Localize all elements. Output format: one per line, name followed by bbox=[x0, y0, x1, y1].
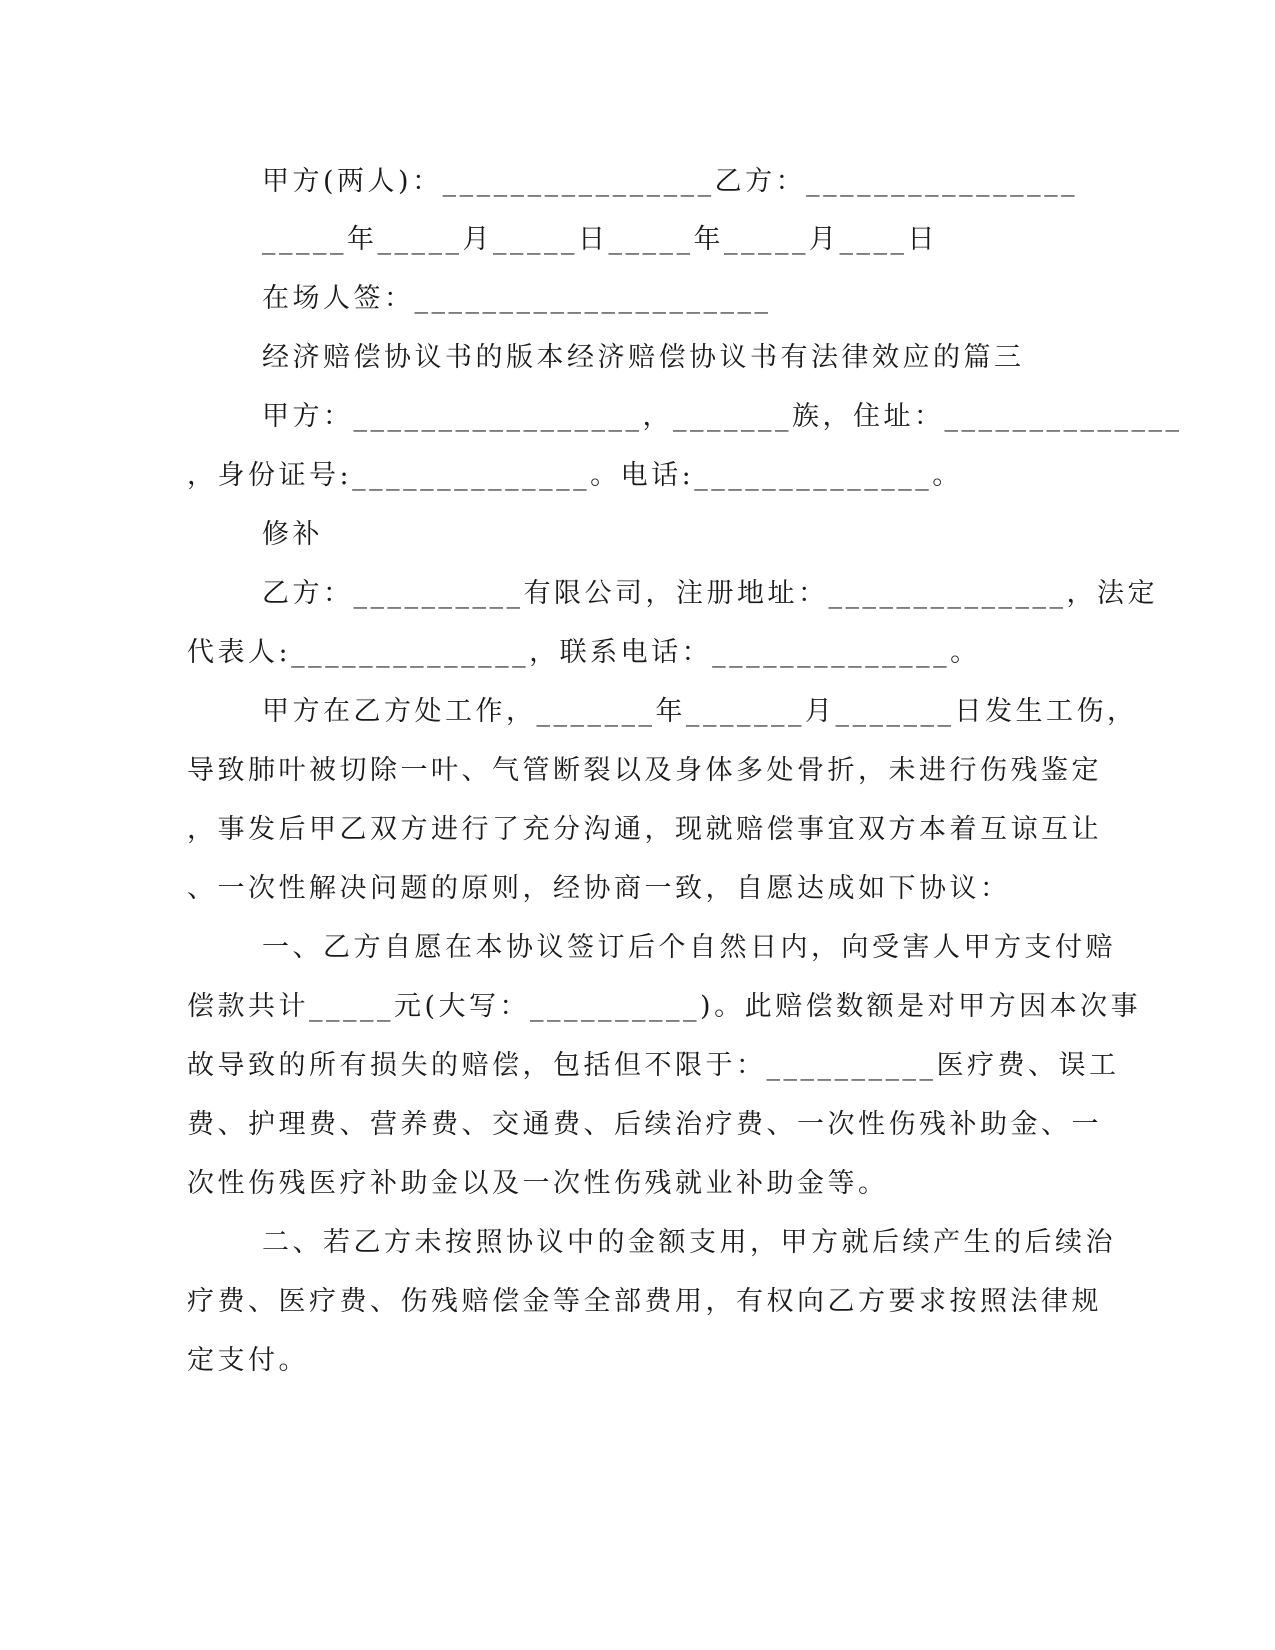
date-line: _____年_____月_____日_____年_____月____日 bbox=[262, 224, 938, 255]
party-b-rep-line: 代表人:______________，联系电话：______________。 bbox=[187, 637, 981, 668]
clause-one-line: 偿款共计_____元(大写：__________)。此赔偿数额是对甲方因本次事 bbox=[187, 991, 1142, 1022]
clause-two-line: 疗费、医疗费、伤残赔偿金等全部费用，有权向乙方要求按照法律规 bbox=[187, 1286, 1102, 1317]
party-b-info-line: 乙方：__________有限公司，注册地址：______________，法定 bbox=[262, 578, 1158, 609]
party-signature-line: 甲方(两人)：________________乙方：________________ bbox=[262, 166, 1079, 197]
party-a-id-line: ，身份证号:______________。电话:______________。 bbox=[187, 460, 963, 491]
section-title: 经济赔偿协议书的版本经济赔偿协议书有法律效应的篇三 bbox=[262, 342, 1025, 373]
clause-two-line: 二、若乙方未按照协议中的金额支用，甲方就后续产生的后续治 bbox=[262, 1227, 1116, 1258]
witness-signature-line: 在场人签：_____________________ bbox=[262, 283, 772, 314]
paragraph-line: ，事发后甲乙双方进行了充分沟通，现就赔偿事宜双方本着互谅互让 bbox=[187, 814, 1102, 845]
paragraph-line: 、一次性解决问题的原则，经协商一致，自愿达成如下协议： bbox=[187, 873, 1011, 904]
note-line: 修补 bbox=[262, 519, 323, 550]
clause-one-line: 故导致的所有损失的赔偿，包括但不限于：__________医疗费、误工 bbox=[187, 1050, 1120, 1081]
clause-one-line: 费、护理费、营养费、交通费、后续治疗费、一次性伤残补助金、一 bbox=[187, 1109, 1102, 1140]
paragraph-line: 甲方在乙方处工作，_______年_______月_______日发生工伤， bbox=[262, 696, 1138, 727]
paragraph-line: 导致肺叶被切除一叶、气管断裂以及身体多处骨折，未进行伤残鉴定 bbox=[187, 755, 1102, 786]
clause-two-line: 定支付。 bbox=[187, 1345, 309, 1376]
clause-one-line: 一、乙方自愿在本协议签订后个自然日内，向受害人甲方支付赔 bbox=[262, 932, 1116, 963]
party-a-info-line: 甲方：_________________，_______族，住址：______________ bbox=[262, 401, 1183, 432]
clause-one-line: 次性伤残医疗补助金以及一次性伤残就业补助金等。 bbox=[187, 1168, 889, 1199]
